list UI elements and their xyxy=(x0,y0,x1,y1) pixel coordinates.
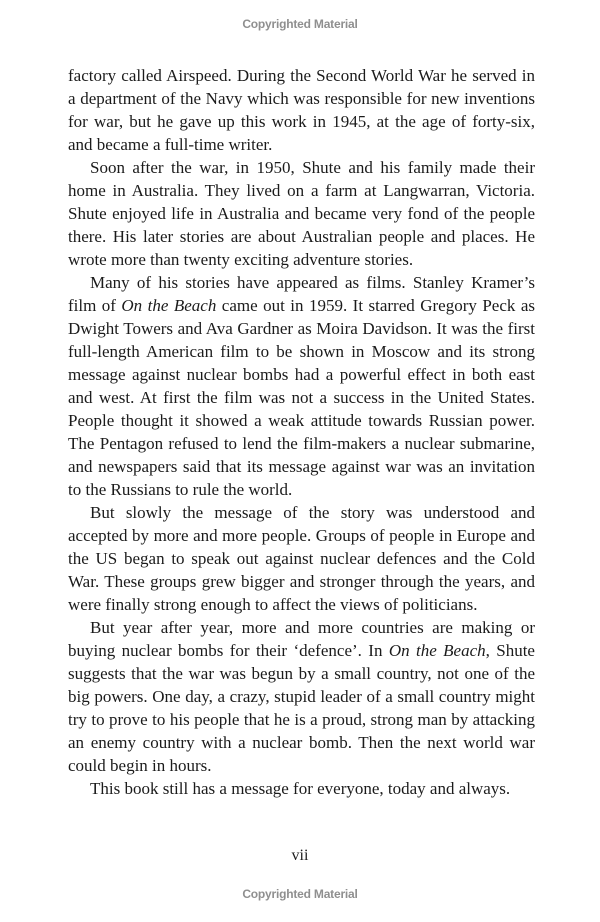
copyright-notice-top: Copyrighted Material xyxy=(242,17,358,31)
copyright-notice-bottom: Copyrighted Material xyxy=(242,887,358,901)
page-number: vii xyxy=(291,847,309,864)
text-segment: factory called Airspeed. During the Second World War he served in a department of the Navy which was responsible for new inventions for war, but he gave up this work in 1945, at the age of forty-six, and became a full-time writer. xyxy=(68,66,535,154)
paragraph-1 xyxy=(68,64,535,156)
body-text xyxy=(68,64,535,800)
text-segment: came out in 1959. It starred Gregory Peck as Dwight Towers and Ava Gardner as Moira Davidson. It was the first full-length American film to be shown in Moscow and its strong message against nuclear bombs had a powerful effect in both east and west. At first the film was not a success in the United States. People thought it showed a weak attitude towards Russian power. The Pentagon refused to lend the film-makers a nuclear submarine, and newspapers said that its message against war was an invitation to the Russians to rule the world. xyxy=(68,296,535,499)
text-segment: Many of his stories have appeared as films. Stanley Kramer’s film of xyxy=(68,273,535,315)
book-title-italic: On the Beach xyxy=(388,641,486,660)
text-segment: This book still has a message for everyone, today and always. xyxy=(90,779,511,798)
text-segment: But slowly the message of the story was understood and accepted by more and more people. Groups of people in Europe and the US began to speak out against nuclear defences and the Cold War. These groups grew bigger and stronger through the years, and were finally strong enough to affect the views of politicians. xyxy=(68,503,535,614)
text-segment: Soon after the war, in 1950, Shute and his family made their home in Australia. They lived on a farm at Langwarran, Victoria. Shute enjoyed life in Australia and became very fond of the people there. His later stories are about Australian people and places. He wrote more than twenty exciting adventure stories. xyxy=(68,158,535,269)
book-title-italic: On the Beach xyxy=(121,296,217,315)
paragraph-5 xyxy=(68,616,535,777)
paragraph-2 xyxy=(68,156,535,271)
text-segment: , Shute suggests that the war was begun by a small country, not one of the big powers. One day, a crazy, stupid leader of a small country might try to prove to his people that he is a proud, strong man by attacking an enemy country with a nuclear bomb. Then the next world war could begin in hours. xyxy=(68,641,535,775)
paragraph-4 xyxy=(68,501,535,616)
paragraph-6 xyxy=(68,777,535,800)
text-segment: But year after year, more and more countries are making or buying nuclear bombs for their ‘defence’. In xyxy=(68,618,535,660)
paragraph-3 xyxy=(68,271,535,501)
